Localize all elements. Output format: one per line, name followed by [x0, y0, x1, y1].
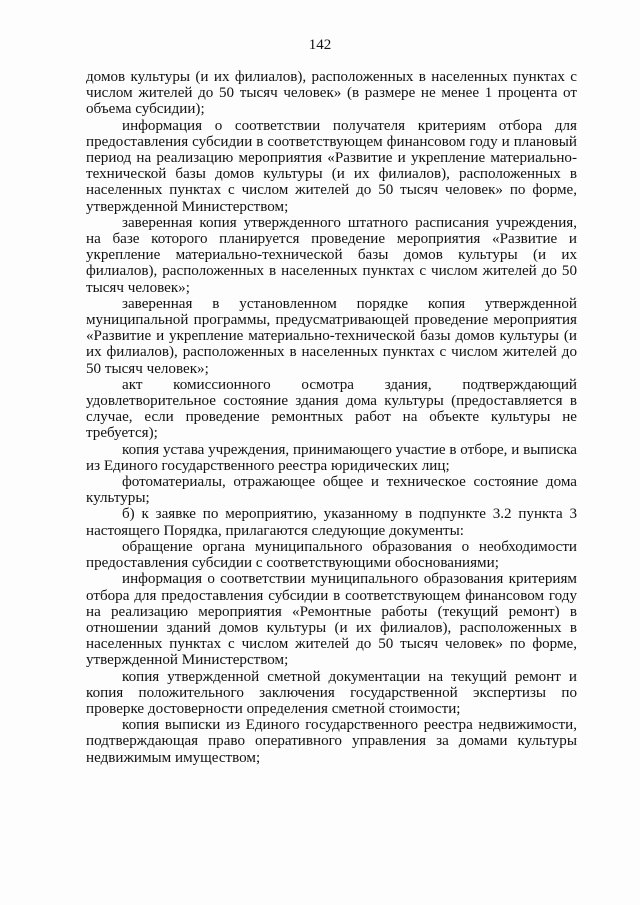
document-body [86, 69, 577, 766]
paragraph-8: б) к заявке по мероприятию, указанному в подпункте 3.2 пункта 3 настоящего Порядка, прилагаются следующие документы: [86, 506, 577, 539]
paragraph-10: информация о соответствии муниципального образования критериям отбора для предоставления субсидии в соответствующем финансовом году на реализацию мероприятия «Ремонтные работы (текущий ремонт) в отношении зданий домов культуры (и их филиалов), расположенных в населенных пунктах с числом жителей до 50 тысяч человек» по форме, утвержденной Министерством; [86, 571, 577, 669]
paragraph-4: заверенная в установленном порядке копия утвержденной муниципальной программы, предусматривающей проведение мероприятия «Развитие и укрепление материально-технической базы домов культуры (и их филиалов), расположенных в населенных пунктах с числом жителей до 50 тысяч человек»; [86, 295, 577, 377]
paragraph-11: копия утвержденной сметной документации на текущий ремонт и копия положительного заключения государственной экспертизы по проверке достоверности определения сметной стоимости; [86, 668, 577, 717]
paragraph-1: домов культуры (и их филиалов), расположенных в населенных пунктах с числом жителей до 50 тысяч человек» (в размере не менее 1 процента от объема субсидии); [86, 69, 577, 118]
page-number: 142 [308, 37, 332, 53]
paragraph-5: акт комиссионного осмотра здания, подтверждающий удовлетворительное состояние здания дома культуры (предоставляется в случае, если проведение ремонтных работ на объекте культуры не требуется); [86, 376, 577, 442]
paragraph-7: фотоматериалы, отражающее общее и техническое состояние дома культуры; [86, 474, 577, 507]
paragraph-2: информация о соответствии получателя критериям отбора для предоставления субсидии в соответствующем финансовом году и плановый период на реализацию мероприятия «Развитие и укрепление материально-технической базы домов культуры (и их филиалов), расположенных в населенных пунктах с числом жителей до 50 тысяч человек» по форме, утвержденной Министерством; [86, 117, 577, 215]
paragraph-6: копия устава учреждения, принимающего участие в отборе, и выписка из Единого государственного реестра юридических лиц; [86, 441, 578, 474]
paragraph-3: заверенная копия утвержденного штатного расписания учреждения, на базе которого планируется проведение мероприятия «Развитие и укрепление материально-технической базы домов культуры (и их филиалов), расположенных в населенных пунктах с числом жителей до 50 тысяч человек»; [86, 214, 577, 296]
paragraph-12: копия выписки из Единого государственного реестра недвижимости, подтверждающая право оперативного управления за домами культуры недвижимым имуществом; [86, 717, 577, 766]
paragraph-9: обращение органа муниципального образования о необходимости предоставления субсидии с соответствующими обоснованиями; [86, 538, 577, 572]
